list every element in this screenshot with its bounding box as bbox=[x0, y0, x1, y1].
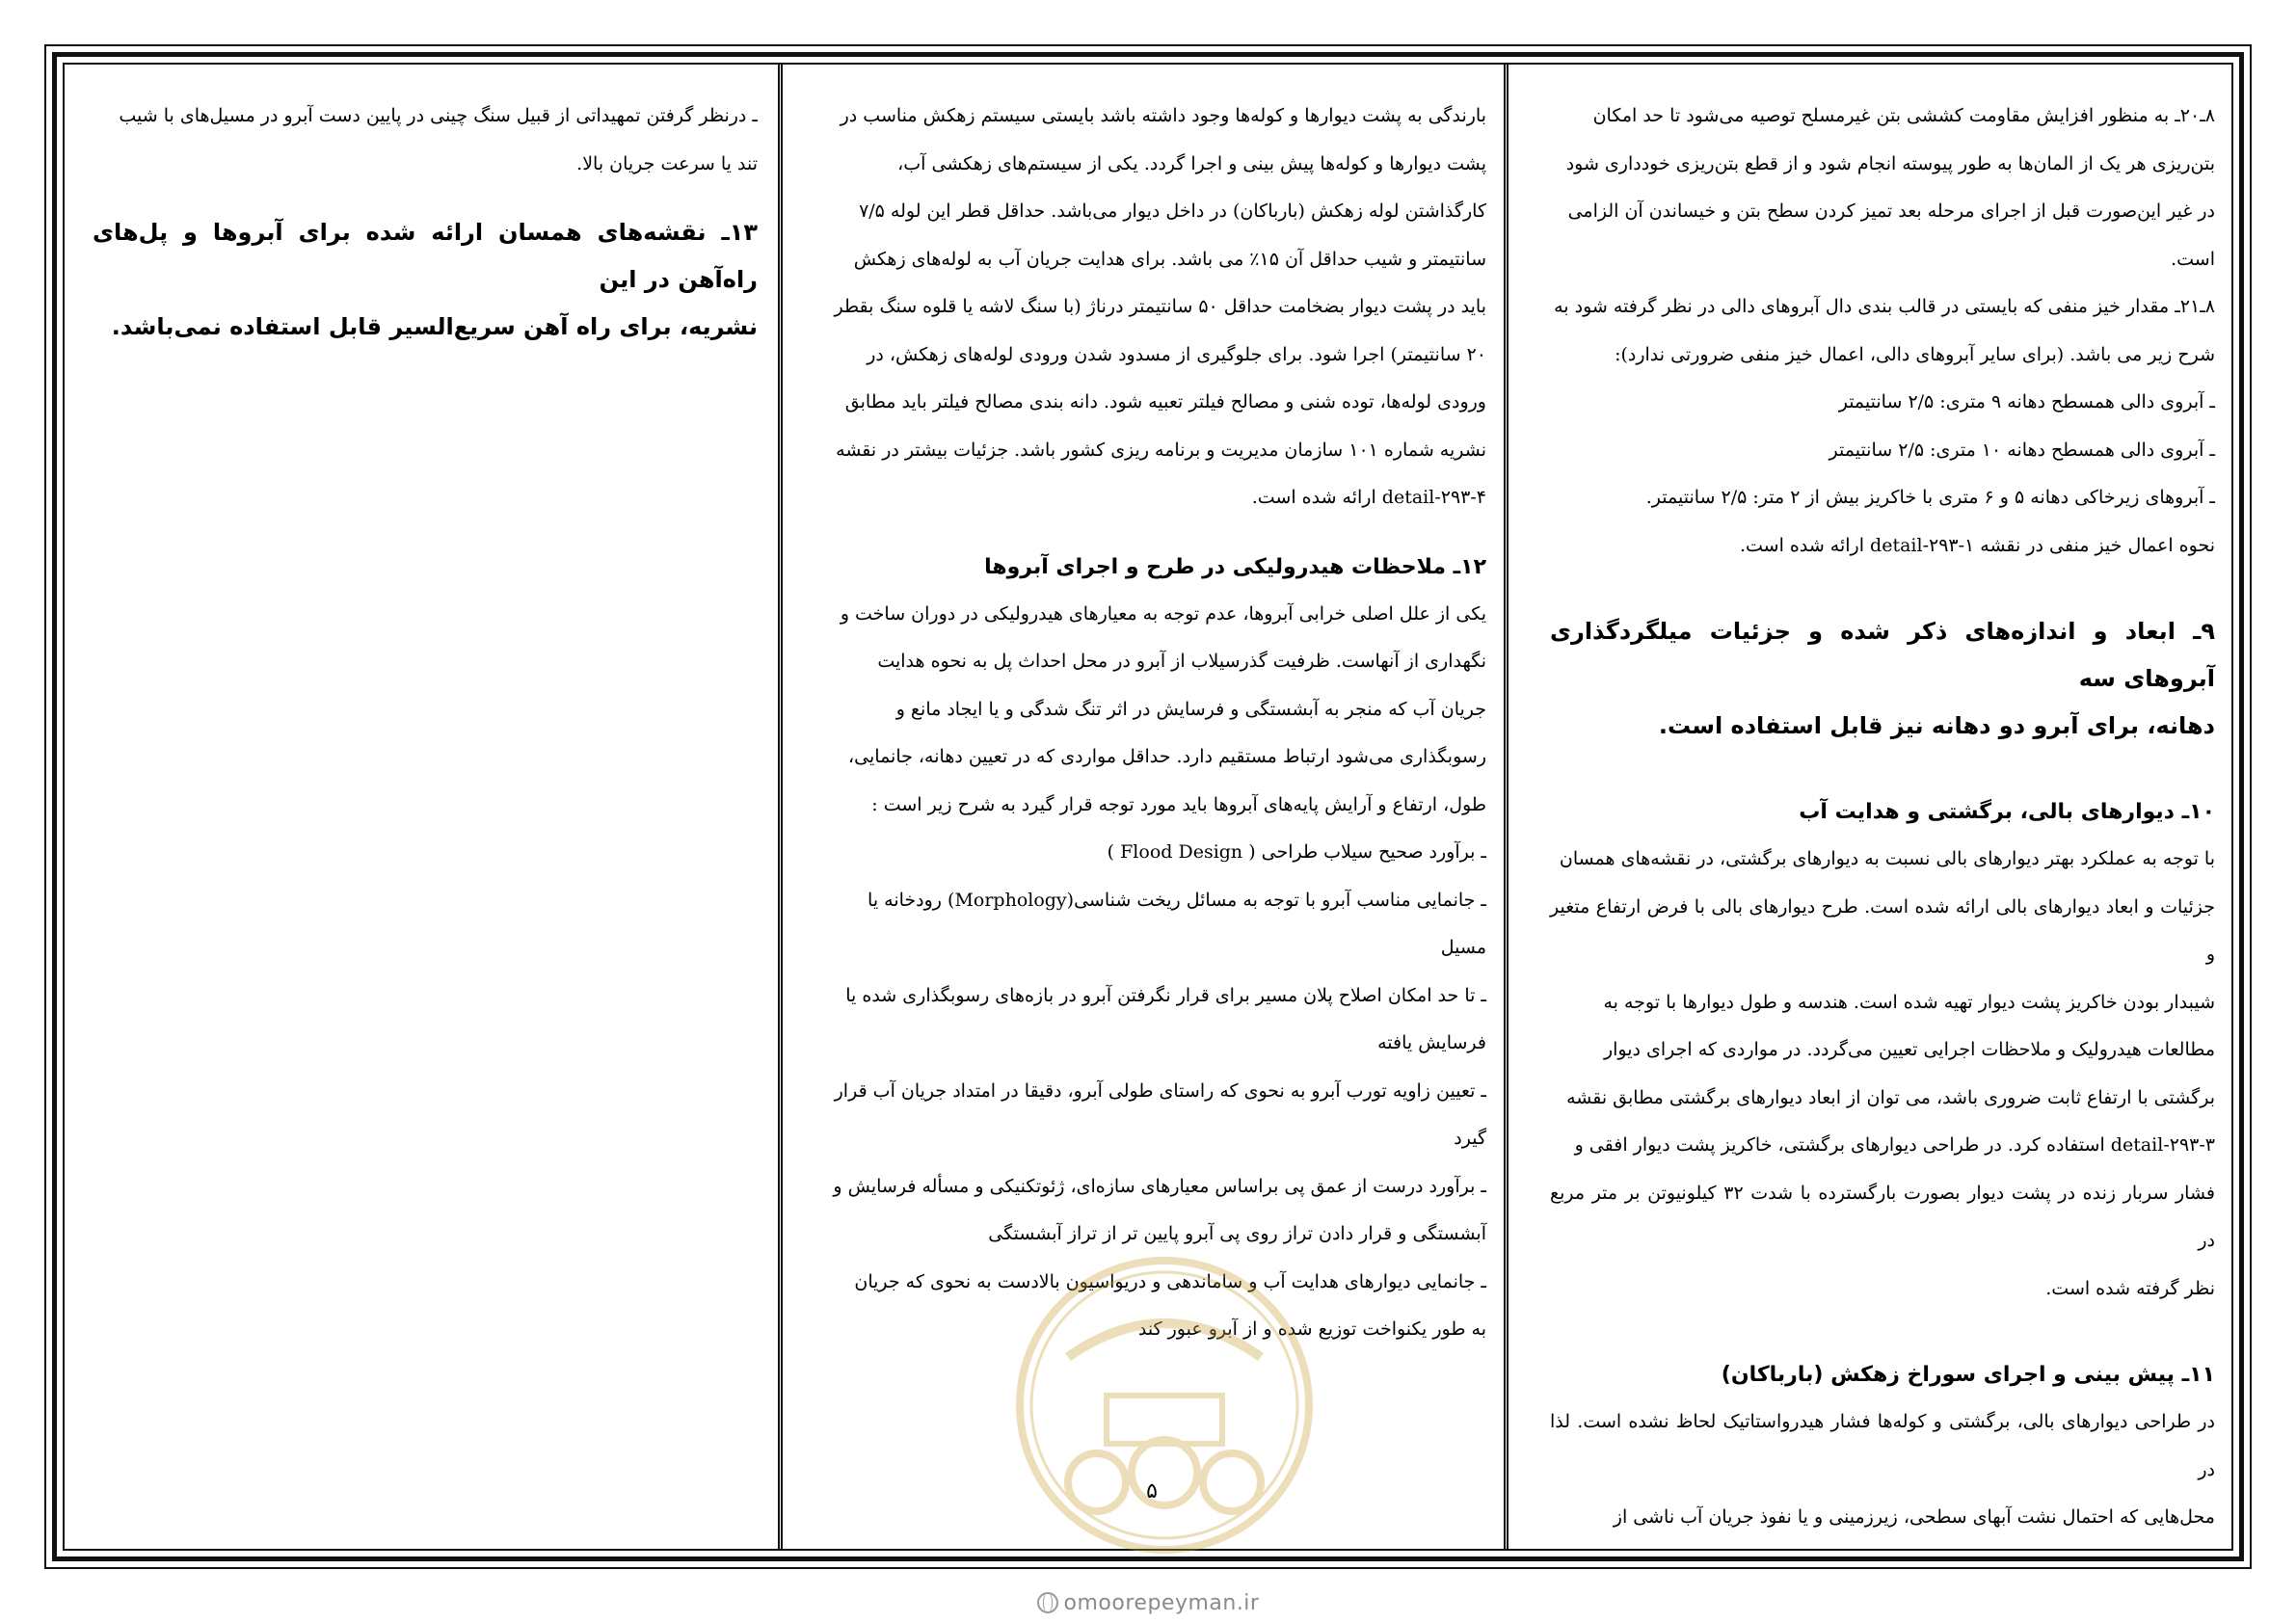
paragraph-8-21: ۸ـ۲۱ـ مقدار خیز منفی که بایستی در قالب بندی دال آبروهای دالی در نظر گرفته شود به شرح زیر می باشد. (برای سایر آبروهای دالی، اعمال خیز منفی ضرورتی ندارد): ـ آبروی دالی همسطح دهانه ۹ متری: ۲/۵ سانتیمتر ـ آبروی دالی همسطح دهانه ۱۰ متری: ۲/۵ سانتیمتر ـ آبروهای زیرخاکی دهانه ۵ و ۶ متری با خاکریز بیش از ۲ متر: ۲/۵ سانتیمتر. نحوه اعمال خیز منفی در نقشه ۱-detail-۲۹۳ ارائه شده است. bbox=[1554, 296, 2215, 556]
paragraph-10: با توجه به عملکرد بهتر دیوارهای بالی نسبت به دیوارهای برگشتی، در نقشه‌های همسان جزئیات و ابعاد دیوارهای بالی ارائه شده است. طرح دیوارهای بالی با فرض ارتفاع متغیر و شیبدار بودن خاکریز پشت دیوار تهیه شده است. هندسه و طول دیوارها با توجه به مطالعات هیدرولیک و ملاحظات اجرایی تعیین می‌گردد. در مواردی که اجرای دیوار برگشتی با ارتفاع ثابت ضروری باشد، می توان از ابعاد دیوارهای برگشتی مطابق نقشه ۳-detail-۲۹۳ استفاده کرد. در طراحی دیوارهای برگشتی، خاکریز پشت دیوار افقی و فشار سربار زنده در پشت دیوار بصورت بارگسترده با شدت ۳۲ کیلونیوتن بر متر مربع در نظر گرفته شده است. bbox=[1550, 848, 2215, 1299]
column-middle bbox=[821, 93, 1486, 1354]
paragraph-bullet: ـ درنظر گرفتن تمهیداتی از قبیل سنگ چینی در پایین دست آبرو در مسیل‌های با شیب تند یا سرعت جریان بالا. bbox=[119, 105, 758, 174]
heading-11: ۱۱ـ پیش بینی و اجرای سوراخ زهکش (بارباکان) bbox=[1721, 1363, 2215, 1387]
paragraph-8-20: ۸ـ۲۰ـ به منظور افزایش مقاومت کششی بتن غیرمسلح توصیه می‌شود تا حد امکان بتن‌ریزی هر یک از المان‌ها به طور پیوسته انجام شود و از قطع بتن‌ریزی خودداری شود در غیر این‌صورت قبل از اجرای مرحله بعد تمیز کردن سطح بتن و خیساندن آن الزامی است. bbox=[1565, 105, 2215, 270]
footer-site-link[interactable] bbox=[999, 1588, 1297, 1617]
heading-13: ۱۳ـ نقشه‌های همسان ارائه شده برای آبروها و پل‌های راه‌آهن در این نشریه، برای راه آهن سریع‌السیر قابل استفاده نمی‌باشد. bbox=[93, 219, 758, 340]
page-number: ۵ bbox=[1146, 1479, 1158, 1503]
globe-icon bbox=[1037, 1592, 1058, 1613]
watermark-seal-icon bbox=[1001, 1251, 1328, 1559]
paragraph-12: یکی از علل اصلی خرابی آبروها، عدم توجه به معیارهای هیدرولیکی در دوران ساخت و نگهداری از آنهاست. ظرفیت گذرسیلاب از آبرو در محل احداث پل به نحوه هدایت جریان آب که منجر به آبشستگی و فرسایش در اثر تنگ شدگی و یا ایجاد مانع و رسوبگذاری می‌شود ارتباط مستقیم دارد. حداقل مواردی که در تعیین دهانه، جانمایی، طول، ارتفاع و آرایش پایه‌های آبروها باید مورد توجه قرار گیرد به شرح زیر است : ـ برآورد صحیح سیلاب طراحی ( Flood Design ) ـ جانمایی مناسب آبرو با توجه به مسائل ریخت شناسی(Morphology) رودخانه یا مسیل ـ تا حد امکان اصلاح پلان مسیر برای قرار نگرفتن آبرو در بازه‌های رسوبگذاری شده یا فرسایش یافته ـ تعیین زاویه تورب آبرو به نحوی که راستای طولی آبرو، دقیقا در امتداد جریان آب قرار گیرد ـ برآورد درست از عمق پی براساس معیارهای سازه‌ای، ژئوتکنیکی و مسأله فرسایش و آبشستگی و قرار دادن تراز روی پی آبرو پایین تر از تراز آبشستگی ـ جانمایی دیوارهای هدایت آب و ساماندهی و دریواسیون بالادست به نحوی که جریان به طور یکنواخت توزیع شده و از آبرو عبور کند bbox=[833, 602, 1486, 1340]
column-divider-right bbox=[1504, 63, 1508, 1551]
heading-10: ۱۰ـ دیوارهای بالی، برگشتی و هدایت آب bbox=[1799, 800, 2215, 824]
column-divider-left bbox=[778, 63, 783, 1551]
heading-9: ۹ـ ابعاد و اندازه‌های ذکر شده و جزئیات میلگردگذاری آبروهای سه دهانه، برای آبرو دو دهانه نیز قابل استفاده است. bbox=[1550, 618, 2215, 739]
footer-site-text: omoorepeyman.ir bbox=[1063, 1590, 1260, 1615]
heading-12: ۱۲ـ ملاحظات هیدرولیکی در طرح و اجرای آبروها bbox=[984, 554, 1486, 579]
column-left bbox=[93, 93, 758, 351]
paragraph-11: در طراحی دیوارهای بالی، برگشتی و کوله‌ها فشار هیدرواستاتیک لحاظ نشده است. لذا در محل‌هایی که احتمال نشت آبهای سطحی، زیرزمینی و یا نفوذ جریان آب ناشی از bbox=[1550, 1411, 2215, 1528]
column-right bbox=[1550, 93, 2215, 1542]
paragraph-11-continued: بارندگی به پشت دیوارها و کوله‌ها وجود داشته باشد بایستی سیستم زهکش مناسب در پشت دیوارها و کوله‌ها پیش بینی و اجرا گردد. یکی از سیستم‌های زهکشی آب، کارگذاشتن لوله زهکش (بارباکان) در داخل دیوار می‌باشد. حداقل قطر این لوله ۷/۵ سانتیمتر و شیب حداقل آن ۱۵٪ می باشد. برای هدایت جریان آب به لوله‌های زهکش باید در پشت دیوار بضخامت حداقل ۵۰ سانتیمتر درناژ (با سنگ لاشه یا قلوه سنگ بقطر ۲۰ سانتیمتر) اجرا شود. برای جلوگیری از مسدود شدن ورودی لوله‌های زهکش، در ورودی لوله‌ها، توده شنی و مصالح فیلتر تعبیه شود. دانه بندی مصالح فیلتر باید مطابق نشریه شماره ۱۰۱ سازمان مدیریت و برنامه ریزی کشور باشد. جزئیات بیشتر در نقشه ۴-detail-۲۹۳ ارائه شده است. bbox=[834, 105, 1486, 508]
